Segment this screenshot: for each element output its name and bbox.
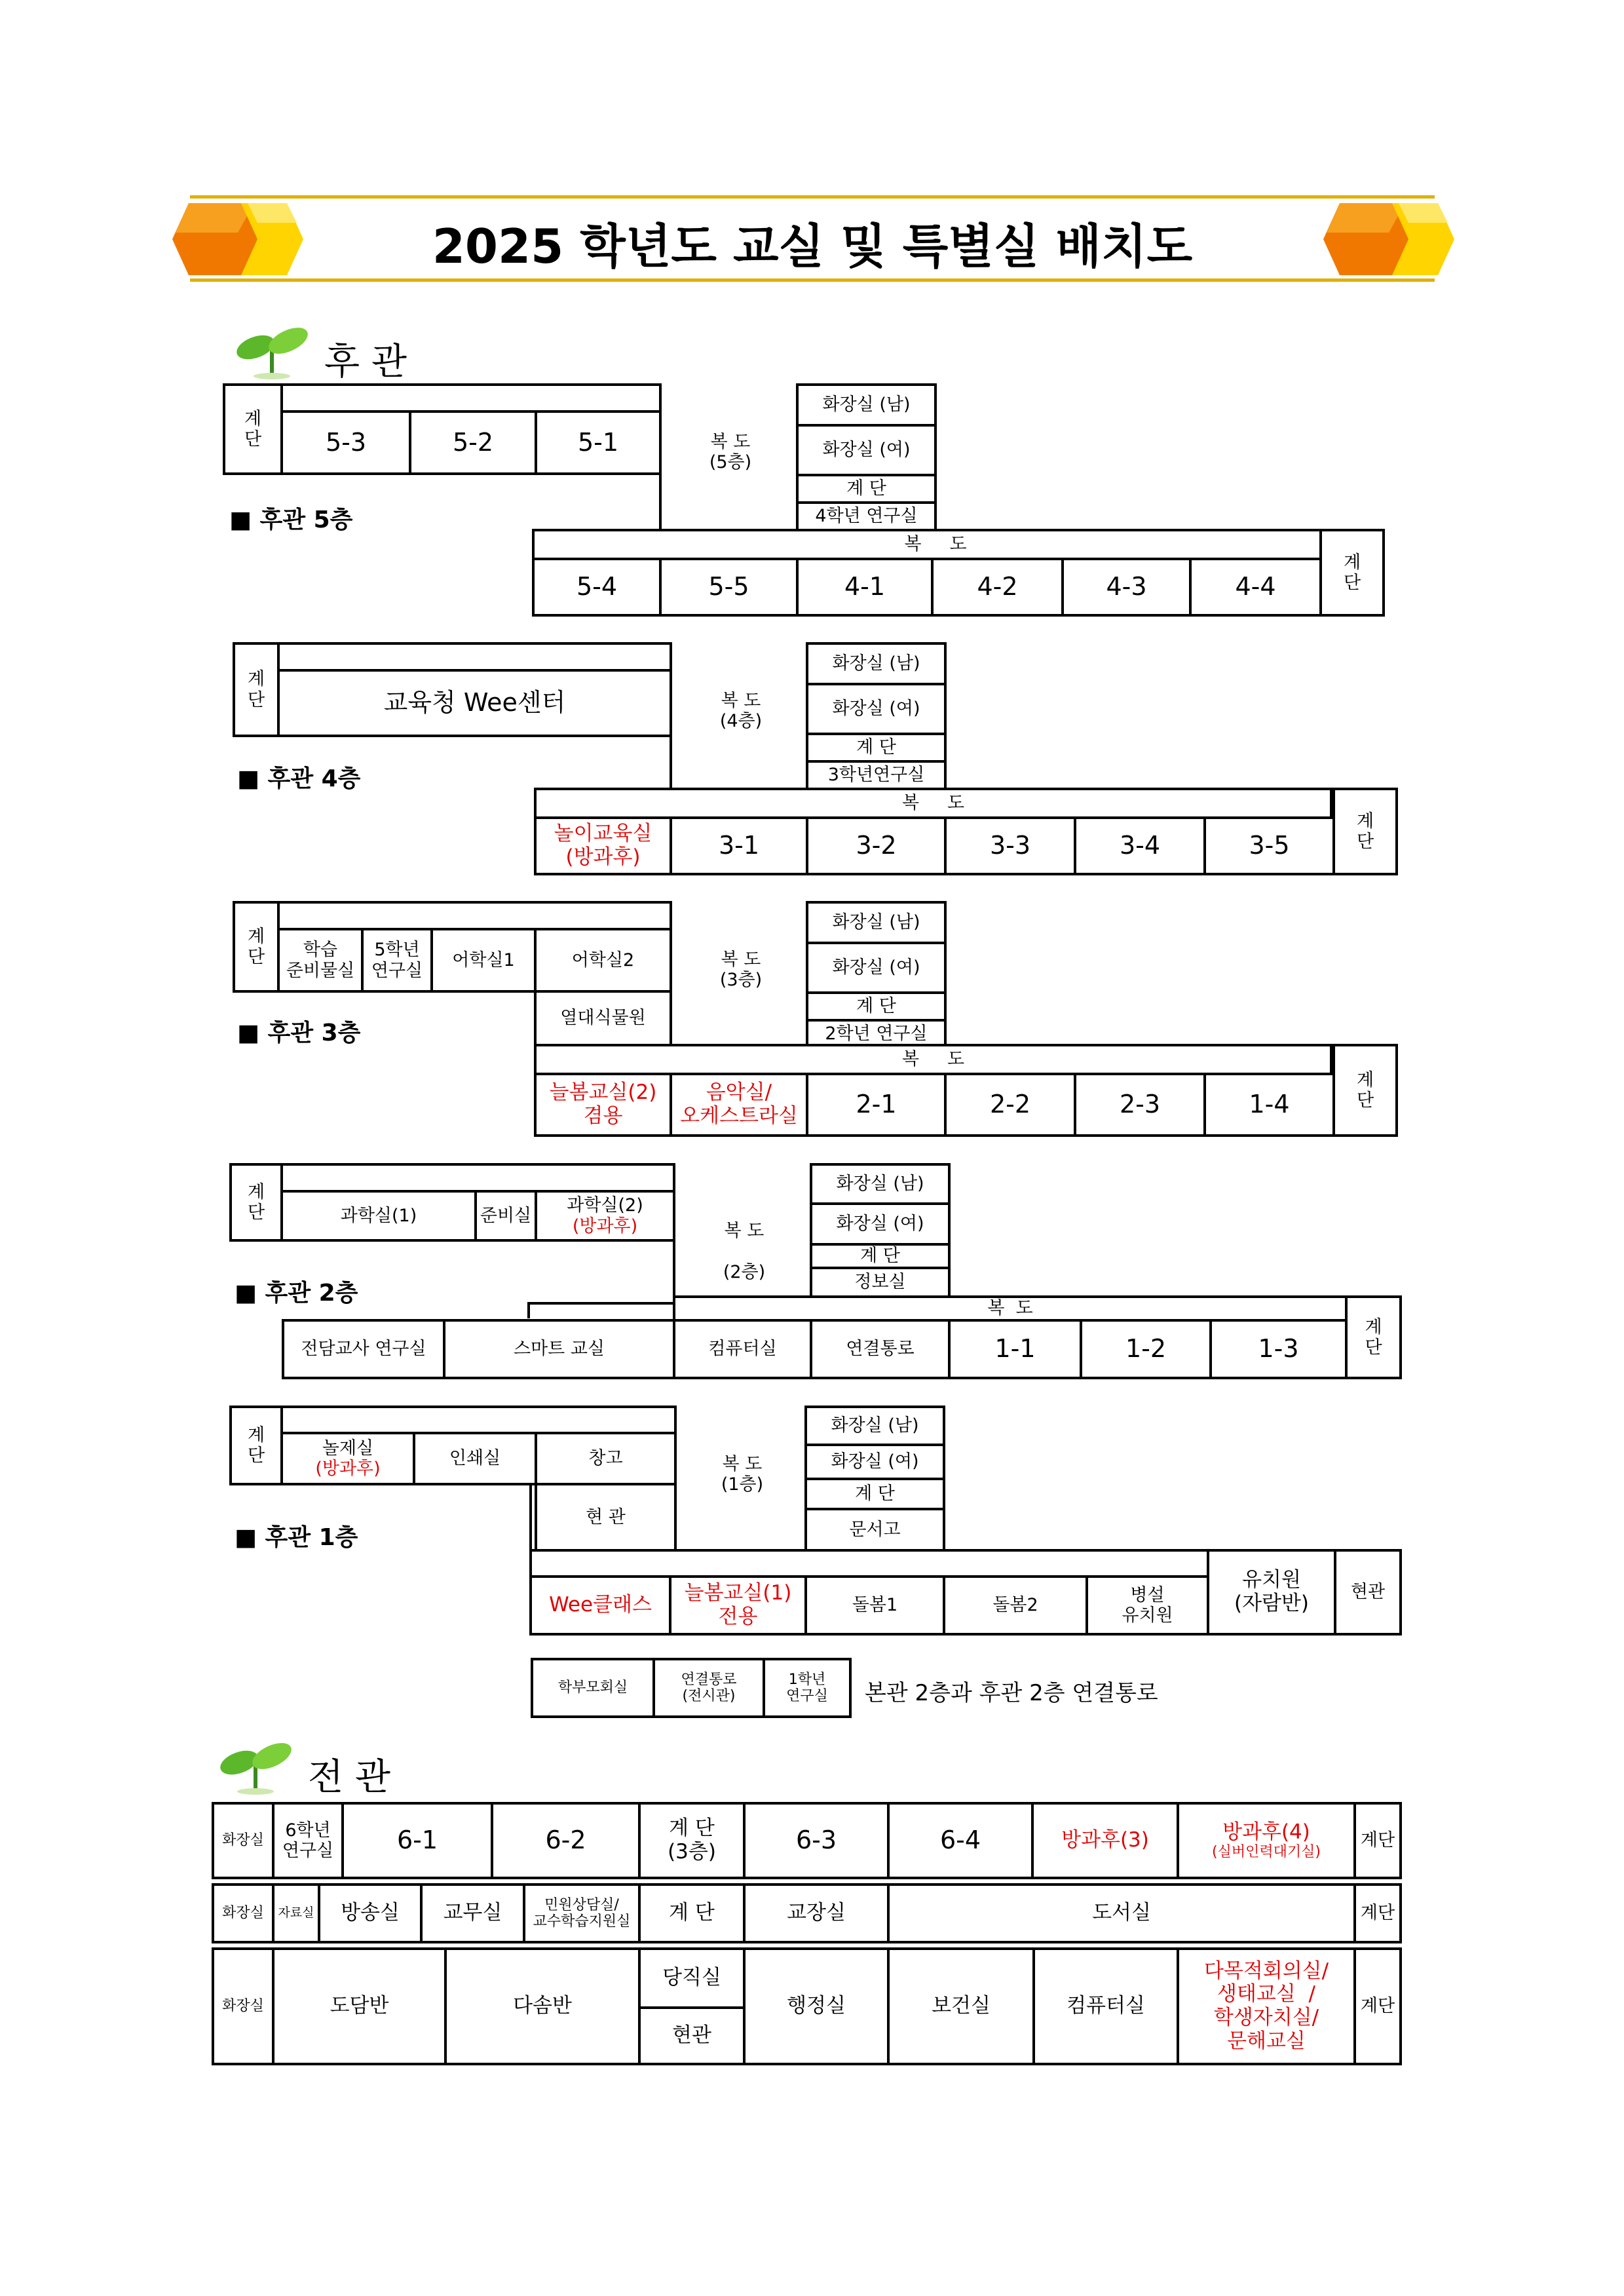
stairs: 계 단: [810, 1243, 951, 1269]
corridor-strip: [277, 901, 672, 930]
classroom: 4-3: [1061, 558, 1192, 617]
floor-label: ■ 후관 3층: [237, 1020, 361, 1046]
entrance: 현 관: [535, 1483, 677, 1552]
classroom: 2-2: [944, 1073, 1076, 1137]
stairs: 계단: [1353, 1947, 1402, 2065]
stairs: 계 단: [1332, 788, 1398, 875]
corridor: 복 도: [532, 529, 1339, 560]
care-room: 돌봄2: [943, 1575, 1088, 1636]
classroom: 5-1: [535, 410, 662, 475]
prep-room: 준비실: [474, 1190, 537, 1242]
floor-label: ■ 후관 1층: [235, 1524, 358, 1551]
multipurpose-room: 다목적회의실/ 생태교실 / 학생자치실/ 문해교실: [1177, 1947, 1356, 2065]
stairs: 계 단: [638, 1883, 746, 1943]
room-note: (실버인력대기실): [1212, 1844, 1321, 1861]
toilet-women: 화장실 (여): [796, 424, 937, 476]
prep-room: 학습 준비물실: [277, 928, 364, 993]
smart-classroom: 스마트 교실: [443, 1319, 675, 1379]
corridor: 복 도: [534, 1044, 1332, 1075]
classroom: 6-4: [887, 1802, 1034, 1879]
classroom: 5-4: [532, 558, 662, 617]
storage: 창고: [535, 1432, 677, 1485]
sprout-icon: [233, 321, 311, 380]
stairs: 계 단: [806, 991, 947, 1022]
hallway-label: 복 도 (1층): [721, 1453, 764, 1495]
care-room: 돌봄1: [804, 1575, 945, 1636]
page-title: 2025 학년도 교실 및 특별실 배치도: [432, 219, 1193, 274]
kindergarten: 병설 유치원: [1086, 1575, 1209, 1636]
entrance: 현관: [638, 2006, 746, 2065]
stairs: 계 단: [1332, 1044, 1398, 1137]
classroom: 3-2: [806, 816, 947, 875]
stairs: 계 단: [233, 642, 280, 737]
room-note: (방과후): [315, 1459, 381, 1479]
room-name: 방과후(4): [1222, 1820, 1310, 1844]
stairs: 계 단: [223, 383, 283, 475]
toilet-men: 화장실 (남): [806, 901, 947, 944]
care-room-2: 늘봄교실(2) 겸용: [534, 1073, 672, 1137]
section-front-title: 전 관: [308, 1756, 390, 1799]
admin-office: 행정실: [743, 1947, 890, 2065]
classroom: 4-1: [796, 558, 934, 617]
connector-note: 본관 2층과 후관 2층 연결통로: [865, 1680, 1158, 1706]
wee-center: 교육청 Wee센터: [277, 669, 672, 737]
stairs: 계 단: [1319, 529, 1385, 617]
classroom: 3-3: [944, 816, 1076, 875]
corridor: [529, 1549, 1209, 1578]
tropical-garden: 열대식물원: [534, 990, 672, 1046]
duty-room: 당직실: [638, 1947, 746, 2009]
toilet-men: 화장실 (남): [796, 383, 937, 427]
hallway-label: 복 도 (2층): [723, 1221, 766, 1282]
toilet: 화장실: [212, 1883, 274, 1943]
stairs: 계 단: [1345, 1295, 1402, 1379]
corridor-strip: [280, 383, 662, 413]
corridor-strip: [280, 1406, 677, 1434]
floor-label: ■ 후관 4층: [237, 765, 361, 792]
classroom: 4-4: [1189, 558, 1322, 617]
cube-deco-right-icon: [1320, 197, 1458, 282]
classroom: 5-2: [409, 410, 537, 475]
stairs: 계 단: [229, 1406, 283, 1485]
language-room-1: 어학실1: [430, 928, 537, 993]
toilet-men: 화장실 (남): [810, 1163, 951, 1205]
after-school-room-4: [1177, 1802, 1356, 1879]
classroom: 6-2: [491, 1802, 641, 1879]
computer-room: 컴퓨터실: [1032, 1947, 1179, 2065]
classroom: 5-5: [659, 558, 799, 617]
grade5-office: 5학년 연구실: [361, 928, 433, 993]
corridor-strip: [280, 1163, 675, 1193]
dasom-class: 다솜반: [444, 1947, 641, 2065]
print-room: 인쇄실: [413, 1432, 537, 1485]
after-school-room-3: 방과후(3): [1031, 1802, 1179, 1879]
broadcast-room: 방송실: [318, 1883, 423, 1943]
stairs: 계단: [1353, 1883, 1402, 1943]
parents-room: 학부모회실: [531, 1658, 655, 1718]
counsel-room: 민원상담실/ 교수학습지원실: [523, 1883, 641, 1943]
stairs: 계 단: [796, 474, 937, 504]
cube-deco-left-icon: [169, 197, 307, 282]
hallway-label: 복 도 (4층): [719, 690, 763, 731]
room-name: 자료실: [278, 1905, 314, 1921]
office: 2학년 연구실: [806, 1019, 947, 1049]
connection-passage: 연결통로 (전시관): [652, 1658, 765, 1718]
toilet-men: 화장실 (남): [806, 642, 947, 685]
library: 도서실: [887, 1883, 1356, 1943]
classroom: 3-5: [1203, 816, 1335, 875]
data-room: [272, 1883, 320, 1943]
toilet-women: 화장실 (여): [806, 683, 947, 735]
stairs: 계 단: [804, 1478, 945, 1510]
hallway-label: 복 도 (5층): [709, 431, 752, 472]
classroom: 1-1: [948, 1319, 1082, 1379]
toilet: 화장실: [212, 1947, 274, 2065]
toilet-men: 화장실 (남): [804, 1406, 945, 1446]
stairs: 계 단: [806, 733, 947, 763]
computer-room: 컴퓨터실: [673, 1319, 812, 1379]
classroom: 6-3: [743, 1802, 890, 1879]
stairs: 계 단: [229, 1163, 283, 1242]
hallway-label: 복 도 (3층): [719, 949, 763, 990]
office: 3학년연구실: [806, 760, 947, 790]
document-storage: 문서고: [804, 1508, 945, 1552]
classroom: 4-2: [931, 558, 1064, 617]
section-back-title: 후 관: [324, 341, 407, 383]
classroom: 2-3: [1074, 1073, 1206, 1137]
classroom: 1-4: [1203, 1073, 1335, 1137]
classroom: 1-3: [1209, 1319, 1348, 1379]
toilet-women: 화장실 (여): [804, 1444, 945, 1480]
classroom: 5-3: [280, 410, 411, 475]
science-room-1: 과학실(1): [280, 1190, 477, 1242]
play-room: [280, 1432, 415, 1485]
dodam-class: 도담반: [272, 1947, 447, 2065]
grade6-office: 6학년 연구실: [272, 1802, 344, 1879]
wee-class: Wee클래스: [529, 1575, 671, 1636]
floor-label: ■ 후관 5층: [229, 507, 353, 533]
health-room: 보건실: [887, 1947, 1035, 2065]
stairs: 계단: [1353, 1802, 1402, 1879]
kindergarten-class: 유치원 (자람반): [1207, 1549, 1336, 1636]
grade1-office: 1학년 연구실: [763, 1658, 852, 1718]
stairs: 계 단: [233, 901, 280, 993]
office: 4학년 연구실: [796, 501, 937, 531]
classroom: 3-4: [1074, 816, 1206, 875]
corridor: 복 도: [534, 788, 1332, 819]
entrance: 현관: [1334, 1549, 1402, 1636]
language-room-2: 어학실2: [534, 928, 672, 993]
floor-label: ■ 후관 2층: [235, 1280, 358, 1307]
play-education-room: 놀이교육실 (방과후): [534, 816, 672, 875]
corridor-strip: [277, 642, 672, 672]
teacher-office: 전담교사 연구실: [282, 1319, 445, 1379]
stairs: 계 단 (3층): [638, 1802, 746, 1879]
connection-passage: 연결통로: [810, 1319, 951, 1379]
music-room: 음악실/ 오케스트라실: [670, 1073, 808, 1137]
classroom: 1-2: [1080, 1319, 1212, 1379]
room-name: 과학실(2): [567, 1195, 643, 1216]
principal-room: 교장실: [743, 1883, 890, 1943]
classroom: 2-1: [806, 1073, 947, 1137]
toilet-women: 화장실 (여): [806, 942, 947, 994]
classroom: 6-1: [341, 1802, 493, 1879]
room-name: 놀제실: [322, 1438, 374, 1459]
corridor: 복 도: [673, 1295, 1348, 1322]
toilet: 화장실: [212, 1802, 274, 1879]
toilet-women: 화장실 (여): [810, 1202, 951, 1246]
classroom: 3-1: [670, 816, 808, 875]
science-room-2: [535, 1190, 675, 1242]
care-room-1: 늘봄교실(1) 전용: [669, 1575, 807, 1636]
staff-room: 교무실: [420, 1883, 525, 1943]
room-note: (방과후): [572, 1215, 638, 1236]
sprout-icon: [216, 1736, 295, 1795]
info-room: 정보실: [810, 1267, 951, 1298]
